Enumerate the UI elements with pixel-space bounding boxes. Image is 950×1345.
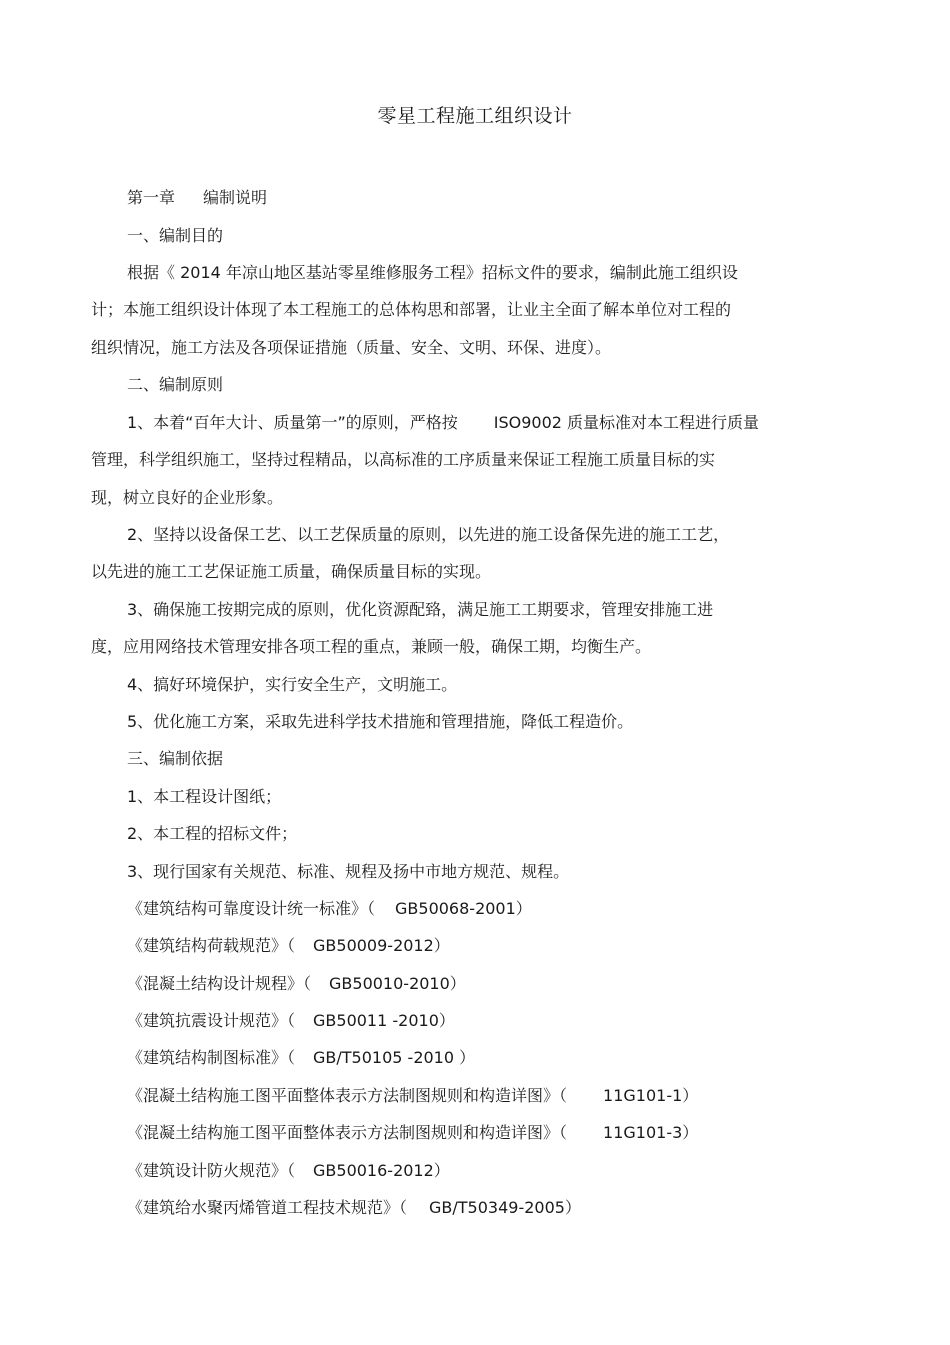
standard-entry	[127, 1122, 698, 1144]
paragraph-line: 组织情况，施工方法及各项保证措施（质量、安全、文明、环保、进度）。	[91, 338, 612, 357]
standard-name: 《建筑给水聚丙烯管道工程技术规范》（	[127, 1198, 408, 1217]
paragraph-line: 根据《 2014 年凉山地区基站零星维修服务工程》招标文件的要求，编制此施工组织设	[127, 263, 738, 282]
standard-entry	[127, 1197, 581, 1219]
basis-item: 2、本工程的招标文件；	[127, 824, 298, 843]
standard-code: GB50016-2012）	[313, 1161, 450, 1180]
principle-1-standard: ISO9002 质量标准对本工程进行质量	[493, 413, 760, 432]
section-heading-principles: 二、编制原则	[127, 375, 224, 394]
paragraph-line: 现，树立良好的企业形象。	[91, 488, 284, 507]
standard-entry	[127, 935, 450, 957]
standard-entry	[127, 898, 532, 920]
paragraph-line: 管理，科学组织施工，坚持过程精品，以高标准的工序质量来保证工程施工质量目标的实	[91, 450, 716, 469]
standard-entry	[127, 1085, 698, 1107]
standard-name: 《建筑结构制图标准》（	[127, 1048, 296, 1067]
standard-entry	[127, 1160, 450, 1182]
paragraph-line: 计；本施工组织设计体现了本工程施工的总体构思和部署，让业主全面了解本单位对工程的	[91, 300, 732, 319]
paragraph-line: 度，应用网络技术管理安排各项工程的重点，兼顾一般，确保工期，均衡生产。	[91, 637, 652, 656]
standard-code: GB50009-2012）	[313, 936, 450, 955]
standard-entry	[127, 1010, 455, 1032]
standard-name: 《混凝土结构施工图平面整体表示方法制图规则和构造详图》（	[127, 1123, 568, 1142]
chapter-name: 编制说明	[203, 188, 268, 207]
section-heading-basis: 三、编制依据	[127, 749, 224, 768]
principle-3-line: 3、确保施工按期完成的原则，优化资源配臵，满足施工工期要求，管理安排施工进	[127, 600, 714, 619]
chapter-number: 第一章	[127, 188, 176, 207]
section-heading-purpose: 一、编制目的	[127, 226, 224, 245]
standard-code: GB/T50105 -2010 ）	[313, 1048, 476, 1067]
standard-name: 《建筑抗震设计规范》（	[127, 1011, 296, 1030]
standard-name: 《混凝土结构施工图平面整体表示方法制图规则和构造详图》（	[127, 1086, 568, 1105]
document-title: 零星工程施工组织设计	[377, 105, 573, 127]
standard-name: 《混凝土结构设计规程》（	[127, 974, 312, 993]
standard-name: 《建筑设计防火规范》（	[127, 1161, 296, 1180]
standard-name: 《建筑结构荷载规范》（	[127, 936, 296, 955]
principle-4-line: 4、搞好环境保护，实行安全生产，文明施工。	[127, 675, 458, 694]
paragraph-line: 以先进的施工工艺保证施工质量，确保质量目标的实现。	[91, 562, 492, 581]
standard-name: 《建筑结构可靠度设计统一标准》（	[127, 899, 376, 918]
standard-code: 11G101-1）	[603, 1086, 699, 1105]
principle-1-line	[127, 412, 759, 434]
principle-5-line: 5、优化施工方案，采取先进科学技术措施和管理措施，降低工程造价。	[127, 712, 634, 731]
standard-code: GB50068-2001）	[395, 899, 532, 918]
basis-item: 1、本工程设计图纸；	[127, 787, 282, 806]
principle-2-line: 2、坚持以设备保工艺、以工艺保质量的原则，以先进的施工设备保先进的施工工艺，	[127, 525, 730, 544]
standard-entry	[127, 1047, 475, 1069]
chapter-heading	[127, 187, 267, 209]
standard-code: GB/T50349-2005）	[429, 1198, 581, 1217]
standard-code: GB50011 -2010）	[313, 1011, 455, 1030]
standard-code: 11G101-3）	[603, 1123, 699, 1142]
standard-code: GB50010-2010）	[329, 974, 466, 993]
standard-entry	[127, 973, 466, 995]
basis-item: 3、现行国家有关规范、标准、规程及扬中市地方规范、规程。	[127, 862, 570, 881]
principle-1-text: 1、本着“百年大计、质量第一”的原则，严格按	[127, 413, 458, 432]
